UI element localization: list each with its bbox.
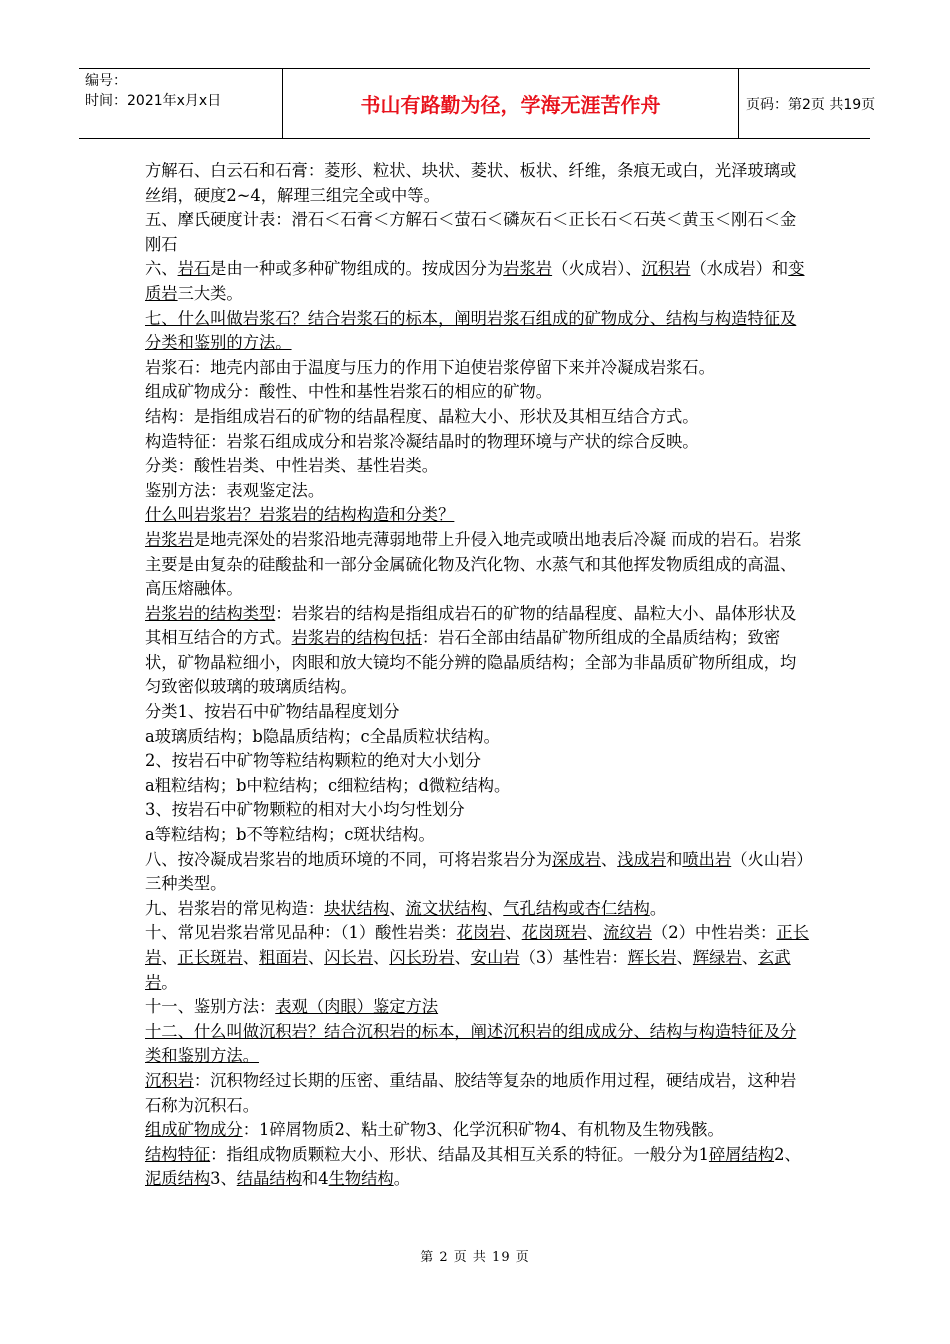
- text: 、: [586, 923, 604, 943]
- time-label: 时间：2021年x月x日: [85, 93, 222, 109]
- text: ：指组成物质颗粒大小、形状、结晶及其相互关系的特征。一般分为1: [210, 1144, 709, 1164]
- underlined-term: 岩石: [177, 259, 211, 279]
- text: 、: [161, 948, 178, 967]
- page-indicator: 页码：第2页 共19页: [746, 96, 876, 113]
- underlined-term: 浅成岩: [617, 849, 667, 869]
- text: 。: [161, 972, 178, 992]
- paragraph: [145, 995, 810, 1020]
- paragraph: [145, 602, 810, 700]
- text: 、: [676, 948, 693, 967]
- underlined-term: 岩浆岩: [503, 259, 553, 279]
- text: （3）基性岩：: [519, 948, 628, 967]
- underlined-term: 沉积岩: [641, 259, 691, 279]
- underlined-term: 玄武岩: [145, 948, 791, 992]
- text: 三大类。: [177, 283, 243, 303]
- text: 八、按冷凝成岩浆岩的地质环境的不同，可将岩浆岩分为: [145, 849, 553, 869]
- text: 、: [389, 898, 406, 918]
- paragraph: 五、摩氏硬度计表：滑石＜石膏＜方解石＜萤石＜磷灰石＜正长石＜石英＜黄玉＜刚石＜金刚石: [145, 210, 797, 254]
- text: 和4: [301, 1169, 329, 1189]
- underlined-term: 岩浆岩: [145, 529, 194, 549]
- header-motto: 书山有路勤为径，学海无涯苦作舟: [282, 69, 739, 138]
- underlined-term: 辉长岩: [627, 948, 677, 967]
- underlined-term: 粗面岩: [259, 948, 308, 967]
- paragraph: 组成矿物成分：酸性、中性和基性岩浆石的相应的矿物。: [145, 382, 553, 402]
- text: 3、: [210, 1169, 237, 1189]
- document-body: [145, 159, 810, 1192]
- text: 十一、鉴别方法：: [145, 997, 276, 1017]
- underlined-term: 流文状结构: [405, 898, 487, 918]
- underlined-term: 碎屑结构: [708, 1144, 775, 1164]
- serial-label: 编号：: [85, 73, 127, 89]
- underlined-term: 闪长岩: [324, 948, 374, 967]
- paragraph: 鉴别方法：表观鉴定法。: [145, 480, 325, 500]
- paragraph: 构造特征：岩浆石组成成分和岩浆冷凝结晶时的物理环境与产状的综合反映。: [145, 431, 699, 451]
- underlined-term: 喷出岩: [682, 849, 732, 869]
- paragraph: 分类：酸性岩类、中性岩类、基性岩类。: [145, 456, 439, 476]
- underlined-term: 组成矿物成分: [145, 1120, 243, 1140]
- paragraph: a玻璃质结构；b隐晶质结构；c全晶质粒状结构。: [145, 726, 500, 746]
- text: （火成岩）、: [552, 259, 642, 279]
- text: 六、: [145, 259, 178, 279]
- underlined-term: 沉积岩: [145, 1070, 194, 1090]
- paragraph: [145, 848, 810, 897]
- question-heading: 什么叫岩浆岩？岩浆岩的结构构造和分类？: [145, 505, 455, 525]
- paragraph: a等粒结构；b不等粒结构；c斑状结构。: [145, 825, 435, 845]
- underlined-term: 表观（肉眼）鉴定方法: [275, 997, 439, 1017]
- underlined-term: 安山岩: [470, 948, 520, 967]
- question-heading: 七、什么叫做岩浆石？结合岩浆石的标本，阐明岩浆石组成的矿物成分、结构与构造特征及分类和鉴别的方法。: [145, 308, 797, 353]
- paragraph: 3、按岩石中矿物颗粒的相对大小均匀性划分: [145, 800, 465, 820]
- underlined-term: 泥质结构: [145, 1169, 211, 1189]
- text: 、: [505, 923, 522, 943]
- question-heading: 十二、什么叫做沉积岩？结合沉积岩的标本，阐述沉积岩的组成成分、结构与构造特征及分类和鉴别方法。: [145, 1021, 797, 1066]
- paragraph: 分类1、按岩石中矿物结晶程度划分: [145, 702, 400, 722]
- paragraph: [145, 897, 810, 922]
- text: ：1碎屑物质2、粘土矿物3、化学沉积矿物4、有机物及生物残骸。: [242, 1120, 724, 1140]
- underlined-term: 花岗斑岩: [521, 923, 587, 943]
- text: 、: [242, 948, 260, 967]
- text: 、: [454, 948, 471, 967]
- underlined-term: 花岗岩: [456, 923, 506, 943]
- underlined-term: 变质岩: [145, 259, 805, 303]
- underlined-term: 结晶结构: [236, 1169, 302, 1189]
- underlined-term: 结构特征: [145, 1144, 211, 1164]
- paragraph: [145, 921, 810, 995]
- text: 是由一种或多种矿物组成的。按成因分为: [210, 259, 504, 279]
- text: ：岩浆岩的结构是指组成岩石的矿物的结晶程度、晶粒大小、晶体形状及其相互结合的方式。: [145, 603, 797, 648]
- paragraph: [145, 1143, 810, 1192]
- paragraph: [145, 257, 810, 306]
- underlined-term: 气孔结构或杏仁结构: [503, 898, 650, 918]
- underlined-term: 正长岩: [145, 923, 809, 967]
- underlined-term: 岩浆岩的结构类型: [145, 603, 276, 623]
- paragraph: a粗粒结构；b中粒结构；c细粒结构；d微粒结构。: [145, 775, 511, 795]
- paragraph: 2、按岩石中矿物等粒结构颗粒的绝对大小划分: [145, 751, 481, 771]
- text: 、: [373, 948, 390, 967]
- text: （2）中性岩类：: [652, 923, 777, 943]
- text: 、: [600, 849, 618, 869]
- paragraph: 方解石、白云石和石膏：菱形、粒状、块状、菱状、板状、纤维，条痕无或白，光泽玻璃或丝绢，硬度2~4，解理三组完全或中等。: [145, 161, 797, 205]
- header-meta: [79, 69, 282, 140]
- paragraph: [145, 1069, 810, 1118]
- paragraph: 岩浆石：地壳内部由于温度与压力的作用下迫使岩浆停留下来并冷凝成岩浆石。: [145, 357, 715, 377]
- underlined-term: 块状结构: [324, 898, 390, 918]
- text: 、: [741, 948, 758, 967]
- text: 和: [666, 849, 683, 869]
- text: （水成岩）和: [690, 259, 789, 279]
- underlined-term: 生物结构: [328, 1169, 394, 1189]
- paragraph: 结构：是指组成岩石的矿物的结晶程度、晶粒大小、形状及其相互结合方式。: [145, 406, 699, 426]
- underlined-term: 岩浆岩的结构包括: [291, 628, 422, 648]
- page-footer: 第 2 页 共 19 页: [420, 1250, 530, 1265]
- underlined-term: 闪长玢岩: [389, 948, 455, 967]
- text: 。: [649, 898, 667, 918]
- text: 、: [486, 898, 504, 918]
- underlined-term: 辉绿岩: [692, 948, 742, 967]
- page-header: [79, 68, 876, 139]
- text: （火山岩）三种类型。: [145, 849, 805, 894]
- text: 。: [393, 1169, 410, 1189]
- text: 是地壳深处的岩浆沿地壳薄弱地带上升侵入地壳或喷出地表后冷凝 而成的岩石。岩浆主要是由复杂的硅酸盐和一部分金属硫化物及汽化物、水蒸气和其他挥发物质组成的高温、高压熔融体。: [145, 529, 802, 599]
- paragraph: [145, 528, 810, 602]
- underlined-term: 流纹岩: [603, 923, 653, 943]
- paragraph: [145, 1118, 810, 1143]
- text: 、: [307, 948, 325, 967]
- text: 十、常见岩浆岩常见品种：（1）酸性岩类：: [145, 923, 457, 943]
- underlined-term: 正长斑岩: [177, 948, 243, 967]
- text: ：岩石全部由结晶矿物所组成的全晶质结构；致密状，矿物晶粒细小，肉眼和放大镜均不能分辨的隐晶质结构；全部为非晶质矿物所组成，均匀致密似玻璃的玻璃质结构。: [145, 628, 797, 697]
- text: 2、: [774, 1144, 801, 1164]
- text: ：沉积物经过长期的压密、重结晶、胶结等复杂的地质作用过程，硬结成岩，这种岩石称为沉积石。: [145, 1070, 797, 1115]
- underlined-term: 深成岩: [552, 849, 601, 869]
- text: 九、岩浆岩的常见构造：: [145, 898, 325, 918]
